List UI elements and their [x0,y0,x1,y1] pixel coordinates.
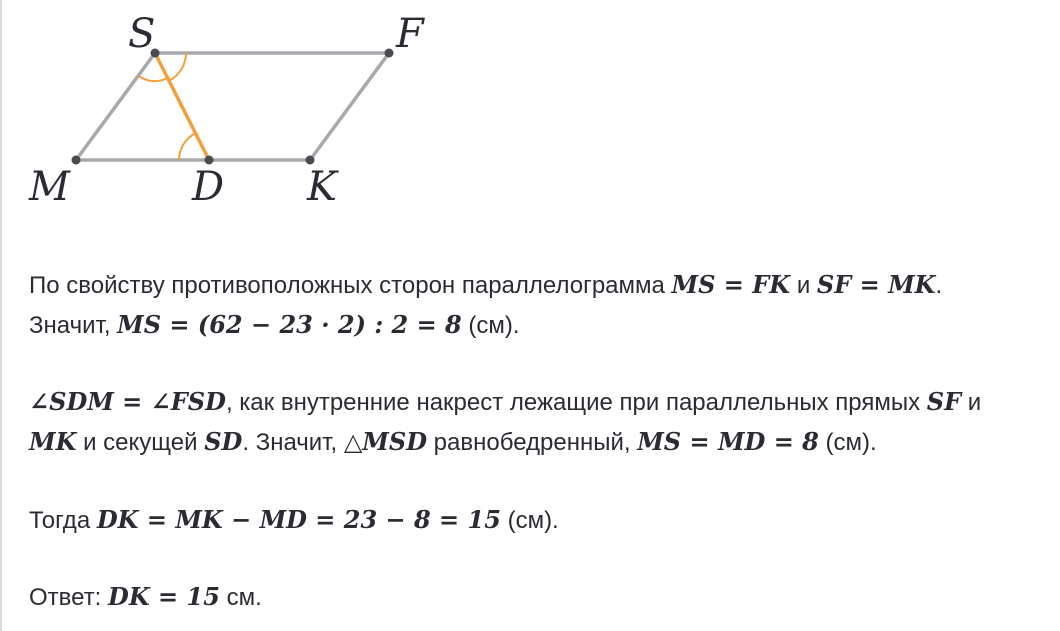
math-formula: MS = FK [671,270,791,299]
parallelogram-msfk [76,53,389,160]
text: (см). [500,507,559,534]
text: (см). [818,429,877,456]
text: Значит, [29,312,118,339]
text-line [29,500,1049,540]
parallelogram-figure [0,0,460,215]
math-formula: △MSD [343,427,428,456]
point-m [72,156,81,165]
paragraph-angles [29,382,1049,462]
text: , как внутренние накрест лежащие при параллельных прямых [225,389,927,416]
text-line [29,265,1049,305]
paragraph-opposite-sides [29,265,1049,345]
label-f: F [396,11,424,57]
math-formula: MK [29,427,77,456]
angle-arc-msd [138,76,167,81]
text: равнобедренный, [427,429,638,456]
text: и [790,272,817,299]
math-formula: ∠SDM = ∠FSD [29,387,226,416]
math-formula: SF = MK [816,270,936,299]
text: и [961,389,982,416]
math-formula: SF [926,387,962,416]
label-m: M [29,164,70,210]
text: . [935,272,943,299]
text: см. [219,584,262,611]
text: (см). [461,312,520,339]
text: и секущей [76,429,205,456]
text: По свойству противоположных сторон параллелограмма [29,272,672,299]
angle-arc-sdm [179,133,196,160]
text: Ответ: [29,584,109,611]
math-formula: DK = 15 [108,582,220,611]
math-formula: MS = (62 − 23 · 2) : 2 = 8 [117,310,462,339]
label-d: D [192,164,225,210]
point-f [385,49,394,58]
label-k: K [307,164,337,210]
text-line [29,577,1049,617]
angle-arc-fsd [169,53,186,81]
text: Тогда [29,507,97,534]
text: . Значит, [242,429,344,456]
paragraph-answer [29,577,1049,617]
text-line [29,422,1049,462]
label-s: S [128,11,156,57]
math-formula: SD [204,427,243,456]
text-line [29,382,1049,422]
paragraph-dk-calculation [29,500,1049,540]
math-formula: MS = MD = 8 [637,427,819,456]
math-formula: DK = MK − MD = 23 − 8 = 15 [96,505,501,534]
text-line [29,305,1049,345]
